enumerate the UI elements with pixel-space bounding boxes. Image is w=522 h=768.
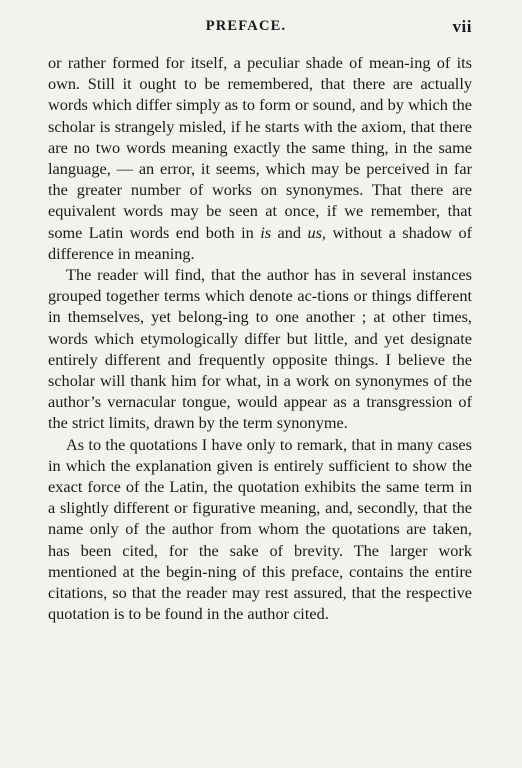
body-text <box>48 52 472 624</box>
italic-word: us, <box>307 222 327 242</box>
running-head-title: PREFACE. <box>205 18 287 34</box>
text-segment: without a shadow of difference in meaning. <box>48 222 473 263</box>
running-head <box>48 17 472 40</box>
paragraph-1 <box>48 52 472 264</box>
text-segment: and <box>271 222 308 242</box>
text-segment: As to the quotations I have only to remark, that in many cases in which the explanation given is entirely sufficient to show the exact force of the Latin, the quotation exhibits the same term in a slightly different or figurative meaning, and, secondly, that the name only of the author from whom the quotations are taken, has been cited, for the sake of brevity. The larger work mentioned at the begin-ning of this preface, contains the entire citations, so that the reader may rest assured, that the respective quotation is to be found in the author cited. <box>48 434 472 624</box>
paragraph-3 <box>48 434 472 625</box>
paragraph-2 <box>48 264 472 434</box>
italic-word: is <box>260 222 272 242</box>
text-segment: or rather formed for itself, a peculiar shade of mean-ing of its own. Still it ought to be remembered, that there are actually words which differ simply as to form or sound, and by which the scholar is strangely misled, if he starts with the axiom, that there are no two words meaning exactly the same thing, in the same language, — an error, it seems, which may be perceived in far the greater number of works on synonymes. That there are equivalent words may be seen at once, if we remember, that some Latin words end both in <box>48 53 472 242</box>
text-segment: The reader will find, that the author has in several instances grouped together terms which denote ac-tions or things different in themselves, yet belong-ing to one another ; at other times, words which etymologically differ but little, and yet designate entirely different and frequently opposite things. I believe the scholar will thank him for what, in a work on synonymes of the author’s vernacular tongue, would appear as a transgression of the strict limits, drawn by the term synonyme. <box>48 265 472 433</box>
page-number: vii <box>452 17 472 36</box>
